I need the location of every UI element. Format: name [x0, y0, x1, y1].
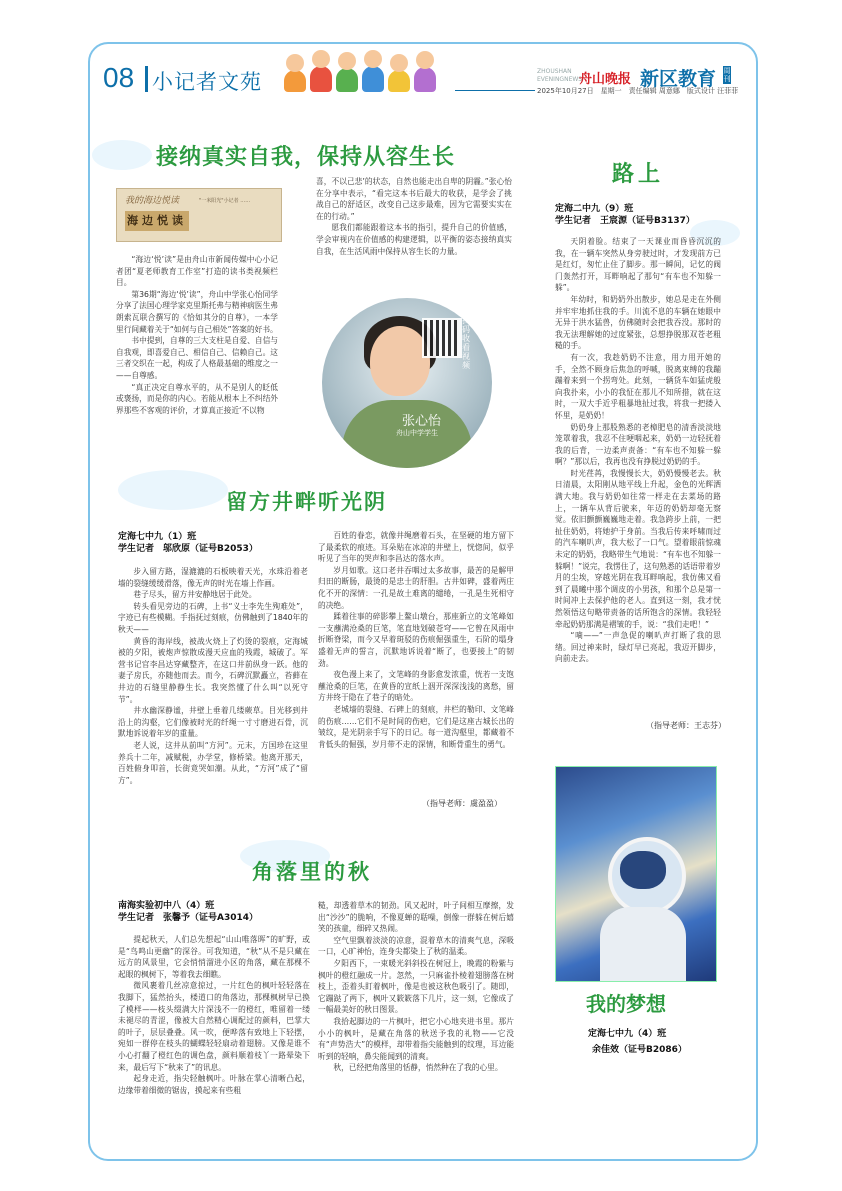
paragraph: 时光荏苒，我慢慢长大，奶奶慢慢老去。秋日清晨，太阳刚从地平线上升起，金色的光辉洒满大地。我与奶奶如往常一样走在去菜场的路上，一辆车从背后驶来，年迈的奶奶却毫无察觉。依旧颤颤巍巍地走着。我急跨步上前，一把扯住奶奶，将她护于身前。当我后传来呼啸而过的汽车喇叭声，我大松了一口气。望着眼前惊魂未定的奶奶，我略带生气地说：“有车也不知躲一躲啊！”说完，我愣住了，这句熟悉的话语带着岁月的尘埃，穿越光阴在我耳畔响起，我仿佛又看到了晨曦中那个调皮的小男孩，和那个总是第一时间冲上去保护他的老人。直到这一刻，我才恍然领悟这句略带责备的话所饱含的深情。我轻轻牵起奶奶那满是褶皱的手，说：“我们走吧！” — [555, 468, 721, 629]
astronaut-suit-shape — [600, 907, 686, 981]
article-column — [316, 176, 512, 280]
paragraph: 天阴着脸。结束了一天课业而昏昏沉沉的我，在一辆车突然从身旁驶过时，才发现前方已是红灯，匆忙止住了脚步。那一瞬间，记忆的阀门轰然打开，耳畔响起了那句“有车也不知躲一躲”。 — [555, 237, 721, 293]
paragraph: 年幼时，和奶奶外出散步，她总是走在外侧并牢牢地抓住我的手。川流不息的车辆在她眼中无异于洪水猛兽，仿佛随时会把我吞没。那时的我无法理解她的过度紧张，总想挣脱那双苍老粗糙的手。 — [555, 294, 721, 351]
student-photo — [322, 298, 492, 468]
paragraph: 岁月如歌。这口老井吞咽过太多故事，最苦的是解甲归田的断肠，最烫的是忠士的肝胆。古井如碑，盛着两庄化不开的深情：一孔是故土难离的缱绻，一孔是生死相守的决绝。 — [318, 565, 514, 610]
photo-face — [370, 326, 430, 396]
paragraph: 步入留方路，湿漉漉的石板映着天光，水珠沿着老墙的裂缝缓缓滑落，像无声的时光在墙上作画。 — [118, 567, 308, 588]
article-column — [555, 236, 721, 706]
paragraph: 夕阳西下，一束暖光斜斜投在树冠上，晚霞的粉紫与枫叶的橙红融成一片。忽然，一只麻雀扑棱着翅膀落在树枝上，歪着头盯着枫叶，像是也被这秋色吸引了。随即，它蹦跶了两下，枫叶又簌簌落下几片，这一刻，它像成了一幅最美好的秋日图景。 — [318, 958, 514, 1015]
column-logo-image — [116, 188, 282, 242]
painting-author: 余佳效（证号B2086） — [592, 1045, 687, 1055]
paragraph: 空气里飘着淡淡的凉意，混着草木的清爽气息，深吸一口，心旷神怡，连身尖都染上了秋的温柔。 — [318, 935, 514, 957]
paragraph: “海边‘悦’读”是由舟山市新闻传媒中心小记者团“夏老师教育工作室”打造的读书类视频栏目。 — [116, 255, 278, 288]
byline-school: 南海实验初中八（4）班 — [118, 901, 215, 911]
byline-author: 学生记者 张馨予（证号A3014） — [118, 913, 259, 923]
paragraph: 夜色漫上来了，文笔峰的身影愈发浓重，恍若一支饱蘸沧桑的巨笔，在黄昏的宣纸上洇开深深浅浅的离愁，留方井终于隐在了巷子的暗处。 — [318, 670, 514, 703]
brand-english-line2: EVENINGNEWS — [537, 76, 583, 83]
article-column — [318, 900, 514, 1130]
painting-school: 定海七中九（4）班 — [588, 1029, 667, 1039]
byline — [118, 900, 258, 924]
article-column — [118, 566, 308, 790]
paragraph: 提起秋天，人们总先想起“山山唯落晖”的旷野，或是“鸟鸣山更幽”的深谷。可我知道，“秋”从不是只藏在远方的风景里，它会悄悄溜进小区的角落，藏在那棵不起眼的枫树下，等着我去细瞧。 — [118, 935, 310, 979]
kids-illustration — [280, 48, 450, 92]
photo-name: 张心怡 — [402, 414, 442, 429]
paragraph: 奶奶身上那股熟悉的老樟肥皂的清香淡淡地笼罩着我，我忍不住哽咽起来，奶奶一边轻抚着我的后背，一边柔声责备：“有车也不知躲一躲啊？”那以后，我再也没有挣脱过奶奶的手。 — [555, 422, 721, 467]
section-name: 小记者文苑 — [152, 70, 262, 94]
paragraph: “真正决定自尊水平的，从不是别人的眨低或褒扬，而是你的内心。若能从根本上不纠结外界那些不客观的评价，才算真正接近‘不以物 — [116, 382, 278, 415]
byline — [118, 531, 258, 555]
paragraph: 微风裹着几丝凉意掠过，一片红色的枫叶轻轻落在我脚下，猛然抬头，楼道口的角落边，那棵枫树早已换了模样——枝头缀满大片深浅不一的橙红，唯留着一缕未褪尽的青涩，像被大自然精心调配过的颜料，巴掌大的叶子，层层叠叠。风一吹，便哗落有致地上下轻摆，宛如一群停在枝头的蝴蝶轻轻扇动着翅膀。又像是谁不小心打翻了橙红色的调色盘，颜料顺着枝丫一路晕染下来，最后写下“秋来了”的讯息。 — [118, 981, 310, 1072]
page-number: 08 — [103, 62, 135, 93]
brand-english — [537, 68, 582, 84]
paragraph: 老城墙的裂缝、石碑上的刻痕，井栏的勒印、文笔峰的伤痕……它们不是时间的伤疤，它们是这座古城长出的皱纹，是光阴亲手写下的日记。每一道沟壑里，都藏着不肯低头的倔强，岁月带不走的深情，和断骨重生的勇气。 — [318, 704, 514, 749]
teacher-credit: （指导老师：王志芬） — [646, 721, 726, 730]
article-column — [318, 530, 514, 792]
teacher-credit: （指导老师：虞盈盈） — [422, 799, 502, 808]
cloud-decoration — [118, 470, 228, 510]
paragraph: 起身走近，指尖轻触枫叶。叶脉在掌心清晰凸起，边缘带着细微的锯齿，摸起来有些粗 — [118, 1074, 310, 1095]
paragraph: 秋，已经把角落里的恬静，悄然种在了我的心里。 — [333, 1063, 503, 1073]
article-title: 我的梦想 — [586, 992, 666, 1016]
paragraph: 第36期“海边‘悦’读”，舟山中学张心怡同学分享了法国心理学家克里斯托弗与精神病医生弗朗索瓦联合撰写的《恰如其分的自尊》，一本学里行间藏着关于“如何与自己相处”答案的好书。 — [116, 289, 278, 334]
brand-english-line1: ZHOUSHAN — [537, 68, 572, 75]
paragraph: 巷子尽头，留方井安静地居于此处。 — [133, 590, 257, 600]
article-title: 角落里的秋 — [252, 859, 372, 884]
header-rule — [455, 90, 535, 91]
paragraph: 糙，却透着草木的韧劲。风又起时，叶子间相互摩擦，发出“沙沙”的脆响，不像夏蝉的聒噪，倒像一群躲在树后嬉笑的孩童，细碎又热闹。 — [318, 901, 514, 934]
paragraph: 我拾起脚边的一片枫叶，把它小心地夹进书里。那片小小的枫叶，是藏在角落的秋送予我的礼物——它没有“声势浩大”的模样，却带着指尖能触到的纹理，耳边能听到的轻响，鼻尖能闻到的清爽。 — [318, 1016, 514, 1061]
student-painting — [555, 766, 717, 982]
byline-author: 学生记者 邬欣原（证号B2053） — [118, 544, 258, 554]
edition-tag: 周刊 — [723, 67, 731, 83]
paragraph: 愿我们都能跟着这本书的指引，提升自己的价值感，学会审视内在价值感的构建逻辑，以平衡的姿态接纳真实自我，在生活风雨中保持从容生长的力量。 — [316, 223, 512, 256]
astronaut-visor-shape — [620, 851, 666, 889]
photo-caption: 舟山中学学生 — [396, 429, 438, 437]
paragraph: 黄昏的海岸线，被战火烧上了灼烫的裂痕，定海城被的夕阳，被炮声惊散成漫天应血的残霞，城破了。军营书记官李昌达穿藏整齐，在这口井前纵身一跃。他的妻子房氏，亦随他而去。而今，石碑沉默矗立，苔藓在井边的石缝里静静生长。我突然懂了什么叫“以死守节”。 — [118, 636, 308, 704]
paragraph: 有一次，我趁奶奶不注意，用力用开她的手，全然不顾身后焦急的呼喊，脱离束缚的我蹦蹦着来到一个拐弯处。此刻，一辆货车如猛虎般向我扑来，小小的我怔在那儿不知所措，就在这时，一双大手近乎粗暴地扯过我，将我一把搂入怀里，是奶奶！ — [555, 352, 721, 420]
paragraph: 喜，不以己悲’的状态，自然也能走出自卑的阴霾。”张心怡在分享中表示，“看完这本书后最大的收获，是学会了挑战自己的舒适区，改变自己这步最难，因为它需要实实在在的行动。” — [316, 177, 512, 221]
byline — [555, 203, 695, 227]
article-title: 接纳真实自我，保持从容生长 — [156, 144, 456, 170]
qr-code-icon — [422, 318, 462, 358]
paragraph: “嘀——”一声急促的喇叭声打断了我的思绪。回过神来时，绿灯早已亮起，我迈开脚步，向前走去。 — [555, 631, 721, 664]
article-title: 路上 — [612, 161, 665, 187]
paragraph: 转头看见旁边的石碑，上书“义士李先生殉难处”，字迹已有些模糊。手指抚过刻痕，仿佛触到了1840年的秋天—— — [118, 601, 308, 634]
paragraph: 老人说，这井从前叫“方河”。元末，方国珍在这里养兵十二年，减赋税，办学堂，修桥梁。他离开那天，百姓俯身叩首，长街竟哭如潮。从此，“方河”成了“留方”。 — [118, 740, 308, 785]
column-logo-text: 我的海边悦读 — [125, 196, 180, 206]
paragraph: 井水幽深静谧，井壁上垂着几缕蕨草。目光移到井沿上的沟壑，它们像被时光的纤绳一寸寸磨进石骨，沉默地诉说着年岁的重量。 — [118, 706, 308, 739]
byline-school: 定海二中九（9）班 — [555, 204, 634, 214]
column-logo-stamp: 海边悦读 — [125, 211, 189, 231]
article-column — [116, 254, 278, 438]
article-title: 留方井畔听光阴 — [226, 489, 387, 514]
edition-name: 新区教育 — [640, 68, 717, 90]
paragraph: 蹂着往事的碎影攀上鳌山墩台，那座新立的文笔峰如一支蘸满沧桑的巨笔，笔直地划破苍穹——它曾在风雨中折断脊梁，而今又早着斑驳的伤痕倔强重生，石阶的塌身盛着无声的誓言，沉默地诉说着“断了，也要接上”的韧劲。 — [318, 612, 514, 668]
section-divider — [145, 66, 148, 92]
paragraph: 百姓的眷恋，就像井绳磨着石头，在坚硬的地方留下了最柔软的痕迹。耳朵贴在冰凉的井壁上，恍惚间，似乎听见了当年的哭声和李昌达的落水声。 — [318, 531, 514, 564]
column-logo-caption: "一米阳光"小记者 …… — [199, 198, 251, 204]
byline-school: 定海七中九（1）班 — [118, 532, 197, 542]
cloud-decoration — [92, 140, 152, 170]
header-info: 2025年10月27日 星期一 责任编辑 周意娜 版式设计 汪菲菲 — [537, 87, 739, 95]
article-column — [118, 934, 310, 1130]
newspaper-logo: 舟山晚报 — [579, 72, 632, 87]
byline-author: 学生记者 王宸源（证号B3137） — [555, 216, 695, 226]
paragraph: 书中提到，自尊的三大支柱是自爱、自信与自我观，即喜爱自己、相信自己、信赖自己。这三者交织在一起，构成了人格最基础的维度之一——自尊感。 — [116, 336, 278, 380]
qr-label: 扫码收看视频 — [462, 316, 470, 370]
